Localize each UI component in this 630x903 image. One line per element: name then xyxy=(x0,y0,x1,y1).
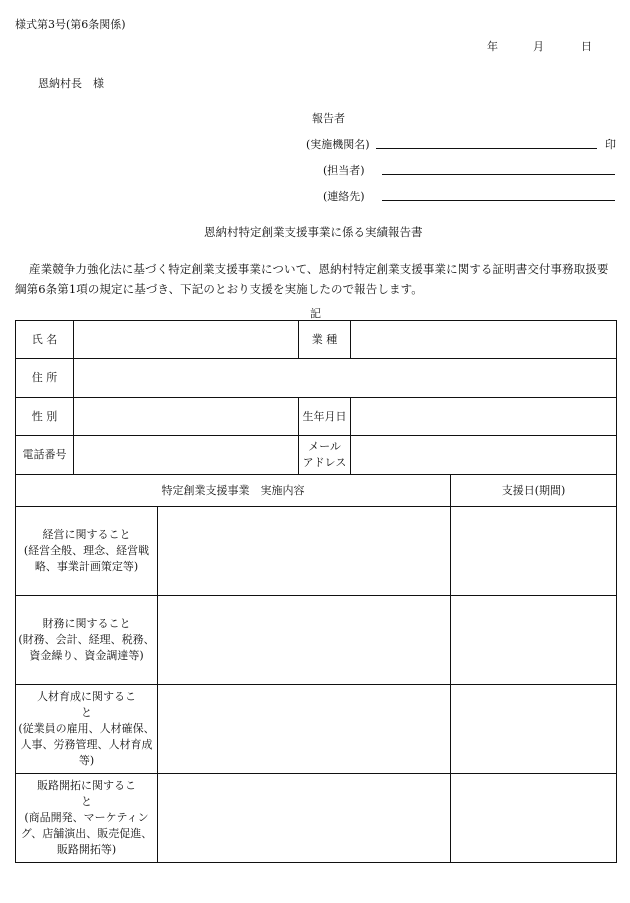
category-sales xyxy=(16,774,158,863)
birthdate-input[interactable] xyxy=(351,398,617,436)
category-line: と xyxy=(81,795,92,808)
gender-row xyxy=(16,398,617,436)
seal-label: 印 xyxy=(605,138,616,151)
finance-date-input[interactable] xyxy=(451,596,617,685)
gender-label: 性 別 xyxy=(16,398,74,436)
category-line: 人事、労務管理、人材育成 xyxy=(20,738,153,751)
addressee: 恩納村長 様 xyxy=(38,77,104,90)
address-input[interactable] xyxy=(74,359,617,398)
industry-label: 業 種 xyxy=(299,321,351,359)
content-header: 特定創業支援事業 実施内容 xyxy=(16,475,451,507)
name-input[interactable] xyxy=(74,321,299,359)
table-row xyxy=(16,774,617,863)
support-date-header: 支援日(期間) xyxy=(451,475,617,507)
person-label: (担当者) xyxy=(323,164,365,177)
category-line: 販路開拓に関するこ xyxy=(37,779,136,792)
category-line: 財務に関すること xyxy=(42,617,131,630)
sales-date-input[interactable] xyxy=(451,774,617,863)
date-year-label: 年 xyxy=(487,40,498,53)
institution-name-field[interactable] xyxy=(376,148,597,149)
category-line: 略、事業計画策定等) xyxy=(34,560,139,573)
category-line: (財務、会計、経理、税務、 xyxy=(18,633,155,646)
address-label: 住 所 xyxy=(16,359,74,398)
category-line: と xyxy=(81,706,92,719)
category-line: グ、店舗演出、販売促進、 xyxy=(20,827,153,840)
category-line: 資金繰り、資金調達等) xyxy=(29,649,144,662)
email-label-line1: メール xyxy=(308,440,341,453)
table-row xyxy=(16,685,617,774)
address-row xyxy=(16,359,617,398)
person-in-charge-field[interactable] xyxy=(382,174,615,175)
phone-label: 電話番号 xyxy=(16,436,74,475)
body-paragraph: 産業競争力強化法に基づく特定創業支援事業について、恩納村特定創業支援事業に関する証明書交付事務取扱要綱第6条第1項の規定に基づき、下記のとおり支援を実施したので報告します。 xyxy=(15,262,609,296)
contact-field[interactable] xyxy=(382,200,615,201)
email-input[interactable] xyxy=(351,436,617,475)
category-finance xyxy=(16,596,158,685)
phone-row xyxy=(16,436,617,475)
name-label: 氏 名 xyxy=(16,321,74,359)
content-header-row xyxy=(16,475,617,507)
reporter-heading: 報告者 xyxy=(312,112,345,125)
name-row xyxy=(16,321,617,359)
sales-content-input[interactable] xyxy=(158,774,451,863)
category-line: 経営に関すること xyxy=(42,528,131,541)
hr-date-input[interactable] xyxy=(451,685,617,774)
category-line: (従業員の雇用、人材確保、 xyxy=(18,722,155,735)
table-row xyxy=(16,507,617,596)
category-hr xyxy=(16,685,158,774)
birthdate-label: 生年月日 xyxy=(299,398,351,436)
date-month-label: 月 xyxy=(533,40,544,53)
email-label-line2: アドレス xyxy=(302,456,347,469)
management-content-input[interactable] xyxy=(158,507,451,596)
category-line: 等) xyxy=(78,754,95,767)
document-title: 恩納村特定創業支援事業に係る実績報告書 xyxy=(204,225,423,239)
industry-input[interactable] xyxy=(351,321,617,359)
management-date-input[interactable] xyxy=(451,507,617,596)
category-line: 販路開拓等) xyxy=(56,843,117,856)
gender-input[interactable] xyxy=(74,398,299,436)
category-line: (商品開発、マーケティン xyxy=(24,811,149,824)
report-table xyxy=(15,320,617,863)
table-row xyxy=(16,596,617,685)
email-label xyxy=(299,436,351,475)
finance-content-input[interactable] xyxy=(158,596,451,685)
hr-content-input[interactable] xyxy=(158,685,451,774)
contact-label: (連絡先) xyxy=(323,190,365,203)
ki-label: 記 xyxy=(310,307,321,320)
institution-label: (実施機関名) xyxy=(306,138,370,151)
category-line: 人材育成に関するこ xyxy=(37,690,136,703)
phone-input[interactable] xyxy=(74,436,299,475)
category-management xyxy=(16,507,158,596)
date-day-label: 日 xyxy=(581,40,592,53)
category-line: (経営全般、理念、経営戦 xyxy=(23,544,150,557)
form-number: 様式第3号(第6条関係) xyxy=(15,18,126,31)
